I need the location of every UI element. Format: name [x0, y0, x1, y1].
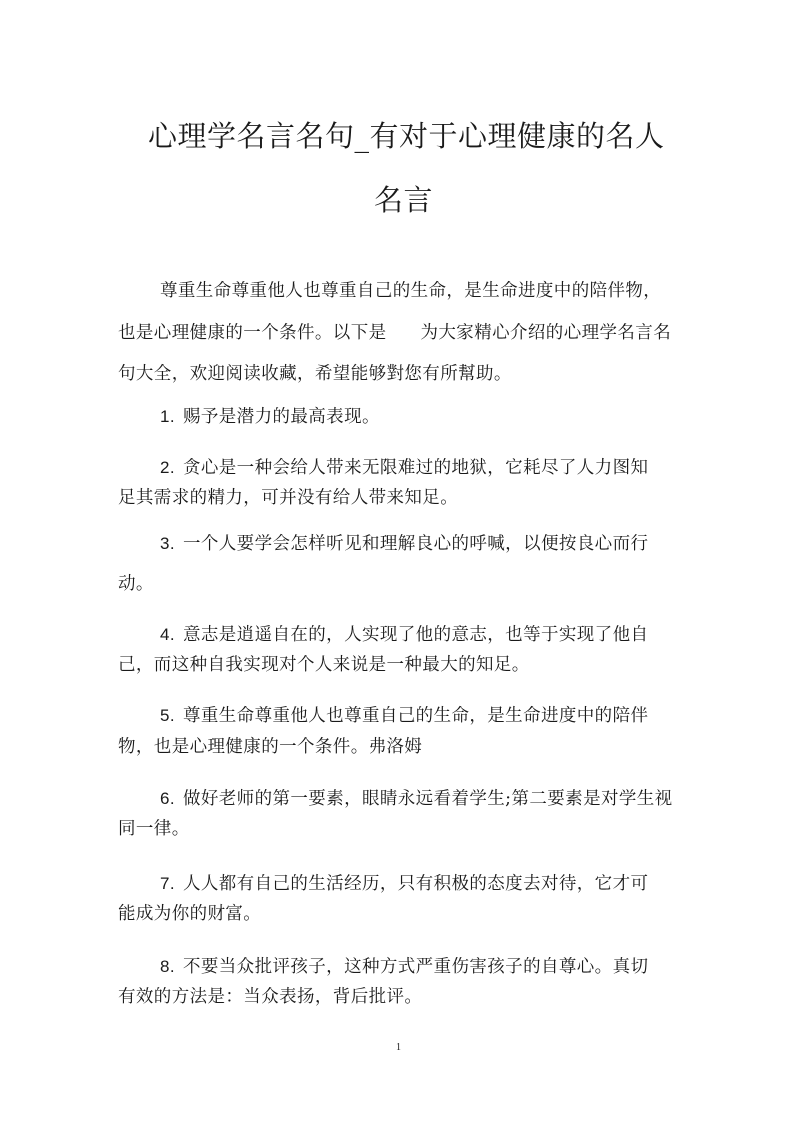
document-title-line-1: 心理学名言名句_有对于心理健康的名人	[148, 119, 665, 153]
item-text: 不要当众批评孩子，这种方式严重伤害孩子的自尊心。真切	[182, 957, 649, 977]
list-item-2	[160, 459, 648, 478]
list-item-3	[160, 535, 648, 554]
list-item-7	[160, 875, 648, 894]
intro-line-3: 句大全，欢迎阅读收藏，希望能够對您有所幫助。	[118, 364, 512, 384]
intro-line-2b: 为大家精心介绍的心理学名言名	[420, 323, 672, 343]
page-number: 1	[396, 1042, 401, 1053]
item-number: 7.	[160, 874, 175, 893]
item-text: 一个人要学会怎样听见和理解良心的呼喊，以便按良心而行	[182, 534, 649, 554]
item-text: 尊重生命尊重他人也尊重自己的生命，是生命进度中的陪伴	[182, 706, 649, 726]
list-item-4-cont: 己，而这种自我实现对个人来说是一种最大的知足。	[118, 655, 530, 675]
list-item-5-cont: 物，也是心理健康的一个条件。弗洛姆	[118, 737, 423, 757]
list-item-1	[160, 408, 380, 427]
intro-line-2	[118, 325, 671, 343]
list-item-6-cont: 同一律。	[118, 819, 190, 839]
list-item-8	[160, 958, 648, 977]
item-number: 8.	[160, 957, 175, 976]
list-item-8-cont: 有效的方法是：当众表扬，背后批评。	[118, 987, 423, 1007]
item-text: 人人都有自己的生活经历，只有积极的态度去对待，它才可	[182, 874, 649, 894]
intro-line-2a: 也是心理健康的一个条件。以下是	[118, 323, 387, 343]
list-item-6	[160, 790, 673, 809]
list-item-7-cont: 能成为你的财富。	[118, 904, 262, 924]
document-title-line-2: 名言	[374, 183, 434, 217]
item-number: 4.	[160, 625, 175, 644]
list-item-3-cont: 动。	[118, 574, 154, 594]
list-item-2-cont: 足其需求的精力，可并没有给人带来知足。	[118, 488, 459, 508]
item-text: 意志是逍遥自在的，人实现了他的意志，也等于实现了他自	[182, 625, 649, 645]
item-number: 1.	[160, 407, 175, 426]
intro-line-1: 尊重生命尊重他人也尊重自己的生命，是生命进度中的陪伴物，	[160, 281, 662, 301]
list-item-4	[160, 626, 648, 645]
item-number: 5.	[160, 706, 175, 725]
item-number: 2.	[160, 458, 175, 477]
item-text: 赐予是潜力的最高表现。	[182, 407, 380, 427]
item-number: 6.	[160, 789, 175, 808]
item-text: 贪心是一种会给人带来无限难过的地狱，它耗尽了人力图知	[182, 458, 649, 478]
item-text: 做好老师的第一要素，眼睛永远看着学生;第二要素是对学生视	[182, 789, 673, 809]
item-number: 3.	[160, 534, 175, 553]
list-item-5	[160, 707, 648, 726]
